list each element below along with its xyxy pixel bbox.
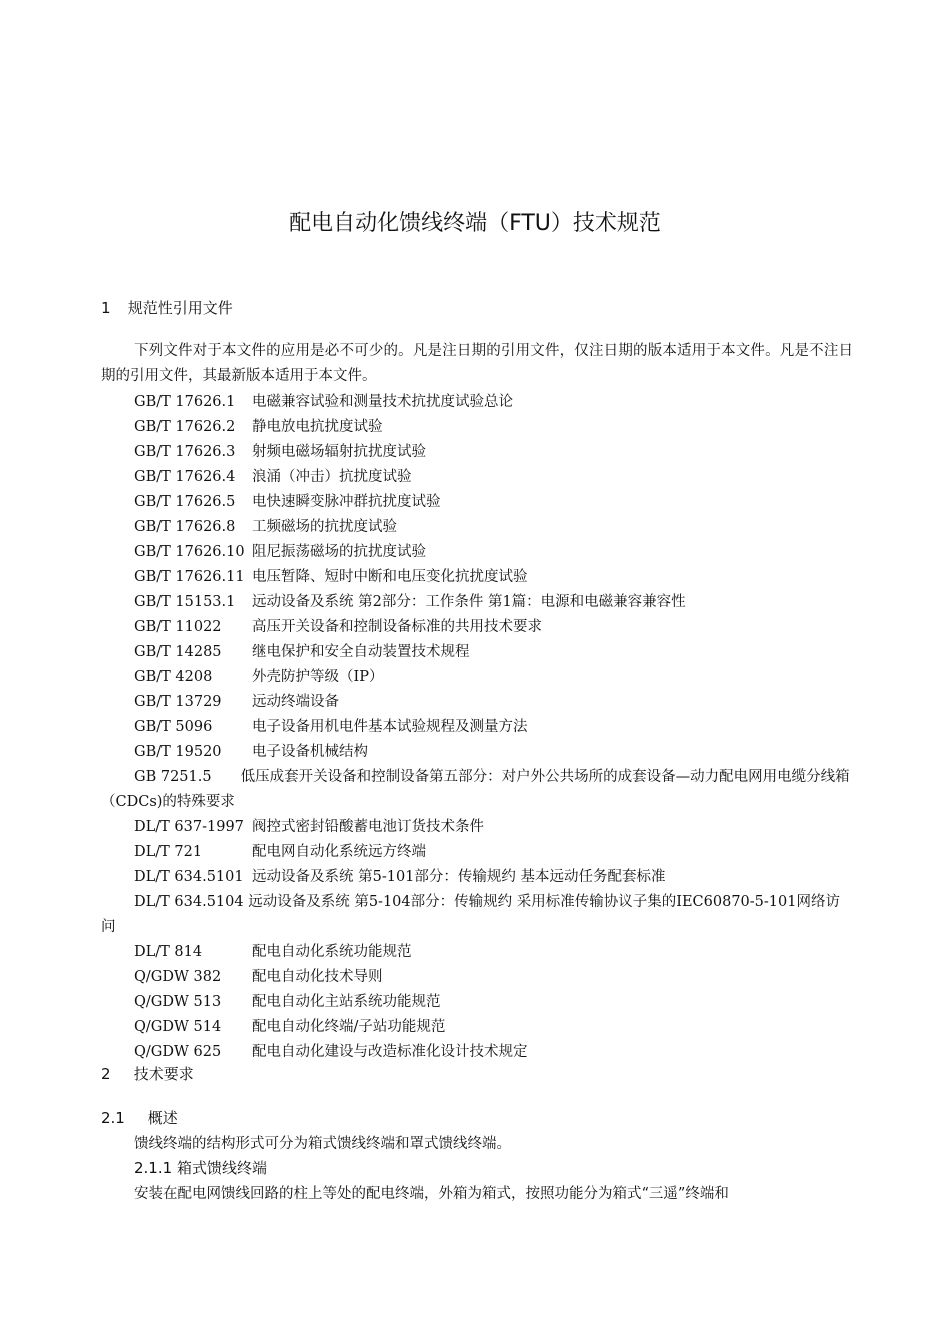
reference-item [134,690,339,711]
reference-title: 远动设备及系统 第2部分：工作条件 第1篇：电源和电磁兼容兼容性 [252,594,686,610]
reference-code: GB/T 17626.3 [134,444,236,460]
reference-title: 电压暂降、短时中断和电压变化抗扰度试验 [252,569,528,585]
reference-title: 配电自动化终端/子站功能规范 [252,1019,446,1035]
reference-title: 浪涌（冲击）抗扰度试验 [252,469,412,485]
section-title: 规范性引用文件 [127,299,233,317]
reference-title: 配电网自动化系统远方终端 [252,844,426,860]
reference-item [134,965,383,986]
reference-title: 配电自动化技术导则 [252,969,383,985]
reference-item [134,540,426,561]
reference-title: 高压开关设备和控制设备标准的共用技术要求 [252,619,542,635]
reference-item [134,815,484,836]
reference-code: GB/T 17626.8 [134,519,236,535]
reference-code: DL/T 721 [134,844,203,860]
reference-title: 配电自动化主站系统功能规范 [252,994,441,1010]
reference-code: GB/T 19520 [134,744,222,760]
reference-code: GB/T 17626.5 [134,494,236,510]
subsection-number: 2.1.1 [134,1159,173,1177]
reference-item [134,515,397,536]
reference-title: 继电保护和安全自动装置技术规程 [252,644,470,660]
reference-title: 静电放电抗扰度试验 [252,419,383,435]
reference-title: 电快速瞬变脉冲群抗扰度试验 [252,494,441,510]
reference-title: 阻尼振荡磁场的抗扰度试验 [252,544,426,560]
reference-title: 外壳防护等级（IP） [252,669,384,685]
reference-item [134,665,383,686]
reference-code: GB/T 11022 [134,619,222,635]
intro-paragraph: 下列文件对于本文件的应用是必不可少的。凡是注日期的引用文件，仅注日期的版本适用于本文件。凡是不注日期的引用文件，其最新版本适用于本文件。 [101,343,853,384]
reference-title: 电磁兼容试验和测量技术抗扰度试验总论 [252,394,513,410]
reference-code: GB/T 13729 [134,694,222,710]
reference-item: DL/T 634.5104 远动设备及系统 第5-104部分：传输规约 采用标准传输协议子集的IEC60870-5-101网络访问 [101,894,840,935]
reference-code: Q/GDW 382 [134,969,222,985]
reference-item [134,990,441,1011]
reference-item [134,740,368,761]
reference-title: 远动设备及系统 第5-101部分：传输规约 基本远动任务配套标准 [252,869,666,885]
subsection-title: 箱式馈线终端 [176,1159,267,1177]
reference-code: GB/T 17626.4 [134,469,236,485]
section-number: 2 [101,1065,111,1083]
reference-item: GB 7251.5 低压成套开关设备和控制设备第五部分：对户外公共场所的成套设备—动力配电网用电缆分线箱（CDCs)的特殊要求 [101,769,850,810]
reference-item [134,640,470,661]
reference-code: DL/T 814 [134,944,203,960]
reference-item [134,615,542,636]
reference-code: Q/GDW 625 [134,1044,222,1060]
subsection-2-1-1-heading [134,1157,267,1178]
overview-text: 馈线终端的结构形式可分为箱式馈线终端和罩式馈线终端。 [134,1136,511,1152]
section-2-heading [101,1063,194,1084]
reference-title: 电子设备用机电件基本试验规程及测量方法 [252,719,528,735]
reference-code: Q/GDW 514 [134,1019,222,1035]
box-terminal-text: 安装在配电网馈线回路的柱上等处的配电终端，外箱为箱式，按照功能分为箱式“三遥”终端和 [134,1186,729,1202]
reference-code: GB/T 15153.1 [134,594,236,610]
reference-code: GB/T 17626.1 [134,394,236,410]
reference-code: DL/T 637-1997 [134,819,244,835]
subsection-number: 2.1 [101,1109,125,1127]
reference-title: 射频电磁场辐射抗扰度试验 [252,444,426,460]
reference-item [134,390,513,411]
reference-item [134,1040,528,1061]
section-title: 技术要求 [133,1065,194,1083]
reference-item [134,1015,445,1036]
reference-item [134,440,426,461]
reference-code: GB/T 17626.11 [134,569,245,585]
reference-title: 阀控式密封铅酸蓄电池订货技术条件 [252,819,484,835]
reference-title: 电子设备机械结构 [252,744,368,760]
reference-item [134,940,412,961]
subsection-title: 概述 [147,1109,178,1127]
reference-item [134,415,383,436]
reference-code: Q/GDW 513 [134,994,222,1010]
reference-code: GB/T 5096 [134,719,213,735]
reference-item [134,865,666,886]
section-number: 1 [101,299,111,317]
reference-code: GB/T 14285 [134,644,222,660]
document-title: 配电自动化馈线终端（FTU）技术规范 [289,211,661,236]
reference-item [134,715,528,736]
reference-item [134,465,412,486]
reference-code: GB/T 4208 [134,669,213,685]
reference-item [134,590,686,611]
reference-code: GB/T 17626.10 [134,544,245,560]
reference-title: 配电自动化系统功能规范 [252,944,412,960]
section-1-heading [101,297,233,318]
reference-title: 工频磁场的抗扰度试验 [252,519,397,535]
reference-code: DL/T 634.5101 [134,869,244,885]
subsection-2-1-heading [101,1107,178,1128]
reference-item [134,490,441,511]
reference-title: 远动终端设备 [252,694,339,710]
reference-item [134,565,528,586]
reference-code: GB/T 17626.2 [134,419,236,435]
reference-item [134,840,426,861]
reference-title: 配电自动化建设与改造标准化设计技术规定 [252,1044,528,1060]
